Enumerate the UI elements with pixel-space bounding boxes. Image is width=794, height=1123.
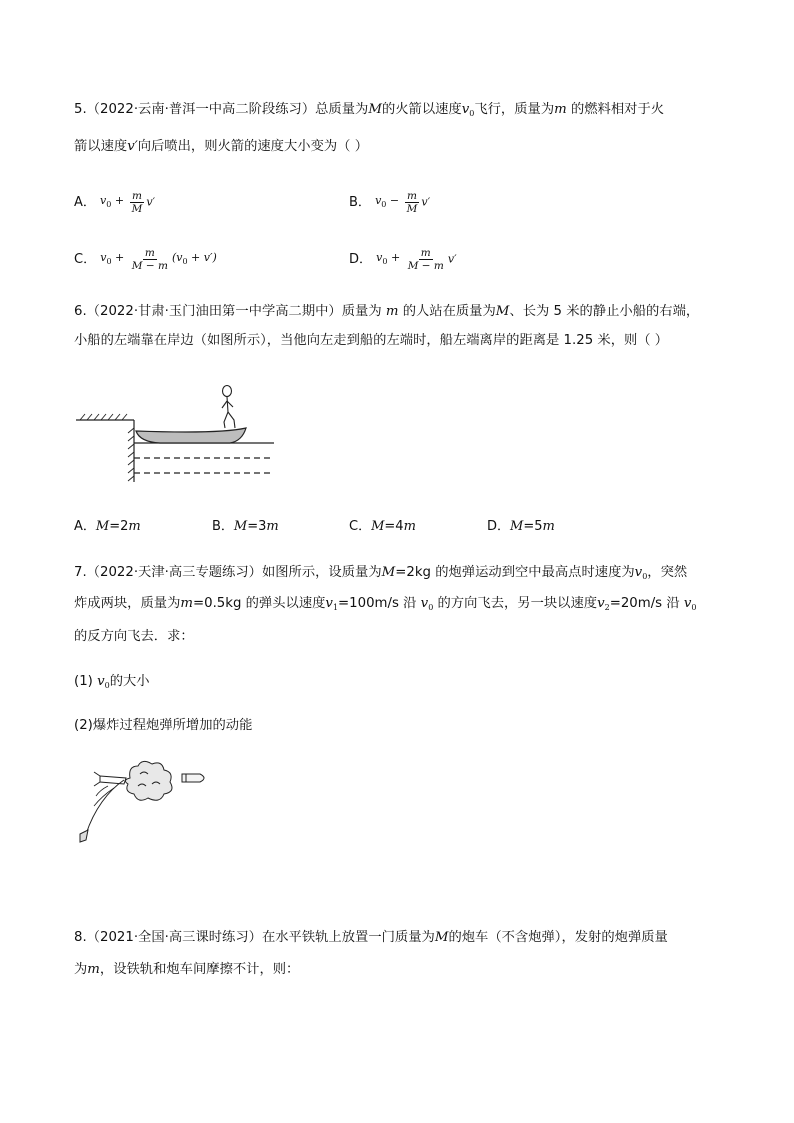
q7-part-1: (1) $v_0$的大小 [74, 674, 150, 690]
q5-option-a: A． $v_0$ + $\frac{m}{M}$ v′ [74, 190, 156, 215]
q7-part-2: (2)爆炸过程炮弹所增加的动能 [74, 718, 253, 733]
q6-option-b: B．M=3m [212, 519, 279, 534]
q7-line-3: 的反方向飞去．求： [74, 629, 194, 644]
explosion-cloud [125, 761, 172, 800]
q5-option-d: D． $v_0$ + $\frac{m}{M - m}$ v′ [349, 247, 457, 272]
q6-line-2: 小船的左端靠在岸边（如图所示），当他向左走到船的左端时，船左端离岸的距离是 1.25 米，则（ ） [74, 333, 669, 348]
explosion-figure [72, 756, 222, 848]
q7-line-1: 7.（2022·天津·高三专题练习）如图所示，设质量为M=2kg 的炮弹运动到空中最高点时速度为$v_0$，突然 [74, 565, 688, 581]
q5-option-b: B． $v_0$ − $\frac{m}{M}$ v′ [349, 190, 431, 215]
q8-line-1: 8.（2021·全国·高三课时练习）在水平铁轨上放置一门质量为M的炮车（不含炮弹），发射的炮弹质量 [74, 930, 668, 945]
fraction: $\frac{m}{M - m}$ [407, 247, 444, 272]
fraction: $\frac{m}{M}$ [406, 190, 418, 215]
q6-option-d: D．M=5m [487, 519, 555, 534]
boat-shape [136, 428, 246, 443]
fragment-icon [100, 776, 126, 784]
q8-line-2: 为m，设铁轨和炮车间摩擦不计，则： [74, 962, 300, 977]
shore-diagram [76, 414, 274, 482]
q6-option-a: A．M=2m [74, 519, 141, 534]
fraction: $\frac{m}{M - m}$ [131, 247, 168, 272]
q5-option-c: C． $v_0$ + $\frac{m}{M - m}$ $(v_0 + v')$ [74, 247, 217, 272]
fraction: $\frac{m}{M}$ [131, 190, 143, 215]
q7-line-2: 炸成两块，质量为m=0.5kg 的弹头以速度$v_1=100m/s$ 沿 $v_0$ 的方向飞去，另一块以速度$v_2=20m/s$ 沿 $v_0$ [74, 596, 697, 612]
person-icon [222, 386, 235, 429]
q6-line-1: 6.（2022·甘肃·玉门油田第一中学高二期中）质量为 m 的人站在质量为M、长为 5 米的静止小船的右端， [74, 304, 700, 319]
falling-piece-icon [80, 830, 88, 842]
q6-option-c: C．M=4m [349, 519, 416, 534]
bullet-icon [182, 774, 204, 782]
boat-figure [70, 378, 280, 488]
q5-line-2: 箭以速度v′向后喷出，则火箭的速度大小变为（ ） [74, 139, 368, 154]
q5-line-1: 5.（2022·云南·普洱一中高二阶段练习）总质量为M的火箭以速度$v_0$飞行，质量为m 的燃料相对于火 [74, 102, 665, 118]
